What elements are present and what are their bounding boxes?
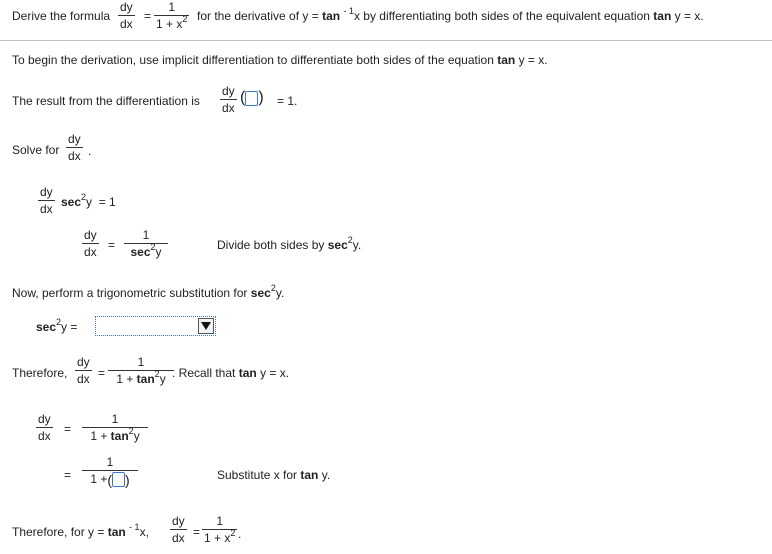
step1-fraction: dy dx (40, 185, 53, 216)
step2-note: Divide both sides by $\sec^2y$. (217, 235, 362, 252)
solve-label: Solve for (12, 143, 60, 157)
dropdown-arrow-icon[interactable] (198, 318, 214, 334)
step4-answer-box[interactable] (112, 472, 125, 487)
step1-rhs: $\sec^2y = 1$ (61, 192, 116, 209)
trig-text: Now, perform a trigonometric substitution for $\sec^2y$. (12, 283, 285, 300)
divider (0, 40, 772, 41)
substitution-dropdown[interactable] (95, 316, 216, 336)
header-equals: = (144, 9, 152, 23)
select-label: $\sec^2y$ = (36, 317, 78, 334)
therefore1-fraction: dy dx (77, 355, 90, 386)
header-mid: for the derivative of y = tan $^{- 1}$x by differentiating both sides of the equivalent equation tan y = x. (197, 6, 704, 23)
result-tail: = 1. (277, 94, 298, 108)
step3-fraction: dy dx (38, 412, 51, 443)
therefore1-rhs-fraction: 1 $1 + \tan^2y$ (108, 355, 174, 387)
therefore1-label: Therefore, (12, 366, 68, 380)
header-derivative-fraction: dy dx (120, 0, 133, 31)
header-rhs-fraction: 1 $1 + x^2$ (156, 0, 188, 31)
step2-fraction: dy dx (84, 228, 97, 259)
final-fraction: dy dx (172, 514, 185, 545)
step2-rhs-fraction: 1 $\sec^2y$ (124, 228, 168, 260)
solve-fraction: dy dx (68, 132, 81, 163)
step3-rhs-fraction: 1 $1 + \tan^2y$ (82, 412, 148, 444)
therefore1-note: . Recall that tan y = x. (172, 366, 290, 380)
final-label: Therefore, for y = tan $^{- 1}$x, (12, 522, 149, 539)
result-fraction: dy dx (222, 84, 235, 115)
result-label: The result from the differentiation is (12, 94, 200, 108)
step4-rhs-fraction: 1 1 +( ) (82, 455, 138, 487)
final-rhs-fraction: 1 $1 + x^2$ (204, 514, 236, 545)
result-answer-box[interactable]: ( ) (240, 89, 264, 106)
step4-note: Substitute x for tan y. (217, 468, 331, 482)
header-prefix: Derive the formula (12, 9, 111, 23)
intro-text: To begin the derivation, use implicit differentiation to differentiate both sides of the equation tan y = x. (12, 53, 548, 67)
